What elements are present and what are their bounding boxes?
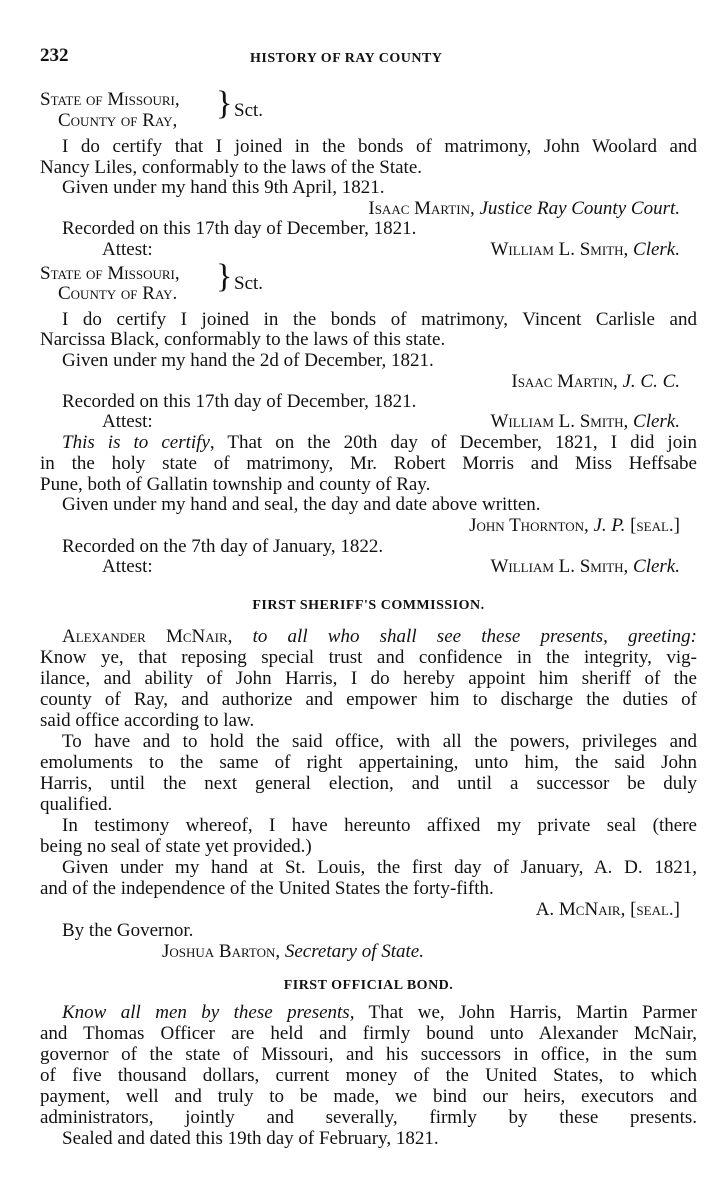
text-run: administrators, jointly and severally, firmly by these presents. xyxy=(40,1107,697,1128)
text-run: William L. Smith, xyxy=(490,411,634,432)
text-line xyxy=(40,495,697,515)
attest-line xyxy=(102,557,680,577)
running-title: HISTORY OF RAY COUNTY xyxy=(250,51,443,66)
text-line xyxy=(40,1087,697,1107)
text-line xyxy=(40,1003,697,1023)
text-run: , That on the 20th day of December, 1821, I did join xyxy=(209,432,697,453)
brace-icon: } xyxy=(216,258,233,295)
text-line xyxy=(40,837,697,857)
text-run: Clerk. xyxy=(633,556,680,577)
text-run: ilance, and ability of John Harris, I do hereby appoint him sheriff of the xyxy=(40,668,697,689)
text-line xyxy=(40,137,697,157)
running-header xyxy=(40,46,697,66)
text-run: payment, well and truly to be made, we bind our heirs, executors and xyxy=(40,1086,697,1107)
text-line xyxy=(40,158,697,178)
text-line xyxy=(40,1129,697,1149)
text-run: Nancy Liles, conformably to the laws of the State. xyxy=(40,157,423,178)
text-run: Secretary of State. xyxy=(284,941,424,962)
text-run: FIRST SHERIFF'S COMMISSION. xyxy=(252,598,485,613)
text-run: Recorded on this 17th day of December, 1821. xyxy=(62,391,417,412)
text-line xyxy=(40,648,697,668)
text-run: being no seal of state yet provided.) xyxy=(40,836,312,857)
text-run: FIRST OFFICIAL BOND. xyxy=(283,978,454,993)
text-run: County of Ray. xyxy=(58,283,178,304)
text-line xyxy=(40,90,697,110)
text-line xyxy=(40,1066,697,1086)
sct-label: Sct. xyxy=(234,100,264,121)
text-run: [seal.] xyxy=(630,515,680,536)
text-line xyxy=(40,690,697,710)
signature-line xyxy=(40,372,680,392)
text-line xyxy=(40,1108,697,1128)
text-run: John Thornton, xyxy=(469,515,594,536)
text-run: Given under my hand and seal, the day and date above written. xyxy=(62,494,541,515)
text-run: J. P. xyxy=(593,515,631,536)
text-run: in the holy state of matrimony, Mr. Robert Morris and Miss Heffsabe xyxy=(40,453,697,474)
text-run: and Thomas Officer are held and firmly bound unto Alexander McNair, xyxy=(40,1023,697,1044)
text-line xyxy=(40,795,697,815)
text-run: A. McNair, [seal.] xyxy=(535,899,680,920)
text-run: Clerk. xyxy=(633,411,680,432)
text-run: That we, John Harris, Martin Parmer xyxy=(354,1002,697,1023)
text-run: Given under my hand this 9th April, 1821. xyxy=(62,177,385,198)
sct-label: Sct. xyxy=(234,273,264,294)
text-line xyxy=(40,732,697,752)
attest-line xyxy=(102,240,680,260)
text-line xyxy=(40,264,697,284)
text-line xyxy=(40,753,697,773)
text-run: Isaac Martin, xyxy=(511,371,623,392)
text-line xyxy=(40,310,697,330)
text-run: Sealed and dated this 19th day of February, 1821. xyxy=(62,1128,439,1149)
text-line xyxy=(40,711,697,731)
text-line xyxy=(40,879,697,899)
text-run: Joshua Barton, xyxy=(162,941,285,962)
text-run: By the Governor. xyxy=(62,920,194,941)
text-run: William L. Smith, xyxy=(490,239,634,260)
text-run: Know ye, that reposing special trust and confidence in the integrity, vig- xyxy=(40,647,697,668)
text-run: Attest: xyxy=(102,239,153,260)
text-run: I do certify that I joined in the bonds of matrimony, John Woolard and xyxy=(62,136,697,157)
attest-line xyxy=(102,412,680,432)
section-heading xyxy=(40,594,697,616)
text-line xyxy=(40,1024,697,1044)
text-run: Pune, both of Gallatin township and county of Ray. xyxy=(40,474,431,495)
text-line xyxy=(40,392,697,412)
text-run: Clerk. xyxy=(633,239,680,260)
text-run: county of Ray, and authorize and empower him to discharge the duties of xyxy=(40,689,697,710)
text-run: said office according to law. xyxy=(40,710,255,731)
text-line xyxy=(40,537,697,557)
text-run: Alexander McNair, xyxy=(62,626,253,647)
signature-line xyxy=(40,900,680,920)
text-run: to all who shall see these presents, greeting: xyxy=(252,626,697,647)
text-run: governor of the state of Missouri, and his successors in office, in the sum xyxy=(40,1044,697,1065)
text-run: Harris, until the next general election, and until a successor be duly xyxy=(40,773,697,794)
text-run: Recorded on this 17th day of December, 1821. xyxy=(62,218,417,239)
text-line xyxy=(40,921,697,941)
text-line xyxy=(40,816,697,836)
text-run: County of Ray, xyxy=(58,110,178,131)
text-run: Isaac Martin, xyxy=(368,198,480,219)
text-line xyxy=(40,330,697,350)
text-run: Given under my hand at St. Louis, the first day of January, A. D. 1821, xyxy=(62,857,697,878)
text-run: Know all men by these presents, xyxy=(62,1002,355,1023)
text-run: Recorded on the 7th day of January, 1822. xyxy=(62,536,384,557)
text-run: This is to certify xyxy=(62,432,210,453)
text-line xyxy=(40,774,697,794)
text-line xyxy=(40,219,697,239)
text-line xyxy=(40,942,697,962)
text-run: Attest: xyxy=(102,411,153,432)
text-line xyxy=(40,454,697,474)
text-line xyxy=(40,627,697,647)
page-number: 232 xyxy=(40,45,69,66)
section-heading xyxy=(40,974,697,996)
text-run: of five thousand dollars, current money of the United States, to which xyxy=(40,1065,697,1086)
text-run: William L. Smith, xyxy=(490,556,634,577)
text-run: Narcissa Black, conformably to the laws of this state. xyxy=(40,329,446,350)
signature-line xyxy=(40,199,680,219)
text-line xyxy=(40,1045,697,1065)
text-line xyxy=(40,475,697,495)
signature-line xyxy=(40,516,680,536)
text-run: I do certify I joined in the bonds of matrimony, Vincent Carlisle and xyxy=(62,309,697,330)
text-run: Given under my hand the 2d of December, 1821. xyxy=(62,350,434,371)
text-run: State of Missouri, xyxy=(40,89,180,110)
text-run: State of Missouri, xyxy=(40,263,180,284)
text-line xyxy=(40,669,697,689)
text-run: To have and to hold the said office, with all the powers, privileges and xyxy=(62,731,697,752)
text-line xyxy=(40,178,697,198)
text-run: qualified. xyxy=(40,794,113,815)
text-run: and of the independence of the United States the forty-fifth. xyxy=(40,878,494,899)
text-run: J. C. C. xyxy=(622,371,680,392)
text-run: In testimony whereof, I have hereunto affixed my private seal (there xyxy=(62,815,697,836)
text-run: emoluments to the same of right appertaining, unto him, the said John xyxy=(40,752,697,773)
text-run: Attest: xyxy=(102,556,153,577)
text-line xyxy=(40,433,697,453)
text-line xyxy=(40,858,697,878)
brace-icon: } xyxy=(216,85,233,122)
text-line xyxy=(40,351,697,371)
text-run: Justice Ray County Court. xyxy=(479,198,680,219)
